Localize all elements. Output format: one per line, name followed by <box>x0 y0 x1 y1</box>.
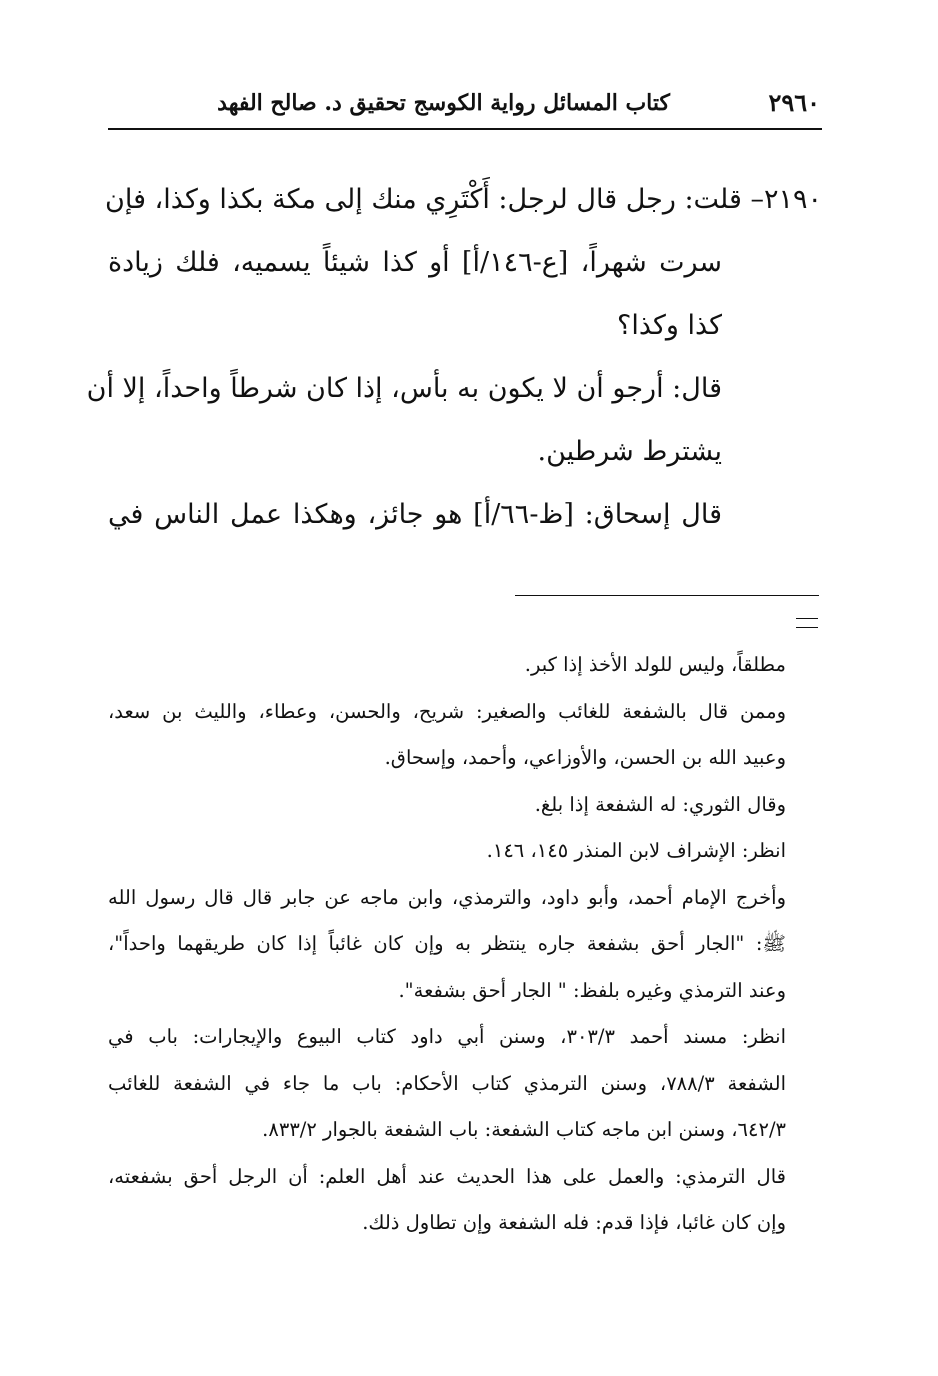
footnote-line: وعبيد الله بن الحسن، والأوزاعي، وأحمد، وإسحاق. <box>384 746 786 769</box>
main-line: يشترط شرطين. <box>537 436 722 467</box>
main-text <box>86 168 822 546</box>
footnote-continuation-mark <box>796 618 818 628</box>
footnote-line: انظر: الإشراف لابن المنذر ١٤٥، ١٤٦. <box>486 839 786 862</box>
footnotes <box>108 642 786 1247</box>
footnote-separator <box>515 595 819 596</box>
page-number: ٢٩٦٠ <box>768 88 820 117</box>
main-line: كذا وكذا؟ <box>616 310 722 341</box>
footnote-line: ٦٤٢/٣، وسنن ابن ماجه كتاب الشفعة: باب الشفعة بالجوار ٨٣٣/٢. <box>262 1118 786 1141</box>
footnote-line: وإن كان غائبا، فإذا قدم: فله الشفعة وإن تطاول ذلك. <box>362 1211 786 1234</box>
main-line: قال إسحاق: [ظ-٦٦/أ] هو جائز، وهكذا عمل الناس في <box>108 499 722 530</box>
main-line: سرت شهراً، [ع-١٤٦/أ] أو كذا شيئاً يسميه، فلك زيادة <box>108 247 723 278</box>
footnote-line: وعند الترمذي وغيره بلفظ: " الجار أحق بشفعة". <box>398 978 786 1002</box>
header-rule <box>108 128 822 130</box>
footnote-line: وممن قال بالشفعة للغائب والصغير: شريح، والحسن، وعطاء، والليث بن سعد، <box>108 699 786 723</box>
footnote-line: ﷺ: "الجار أحق بشفعة جاره ينتظر به وإن كان غائباً إذا كان طريقهما واحداً"، <box>108 932 786 955</box>
footnote-line: الشفعة ٧٨٨/٣، وسنن الترمذي كتاب الأحكام: باب ما جاء في الشفعة للغائب <box>108 1071 786 1095</box>
page-header <box>108 88 820 122</box>
main-line: ٢١٩٠– قلت: رجل قال لرجل: أَكْتَرِي منك إلى مكة بكذا وكذا، فإن <box>105 184 822 215</box>
footnote-line: وقال الثوري: له الشفعة إذا بلغ. <box>534 792 786 816</box>
footnote-line: قال الترمذي: والعمل على هذا الحديث عند أهل العلم: أن الرجل أحق بشفعته، <box>108 1164 786 1188</box>
main-line: قال: أرجو أن لا يكون به بأس، إذا كان شرطاً واحداً، إلا أن <box>86 373 722 404</box>
footnote-line: وأخرج الإمام أحمد، وأبو داود، والترمذي، وابن ماجه عن جابر قال قال رسول الله <box>108 885 786 909</box>
footnote-line: انظر: مسند أحمد ٣٠٣/٣، وسنن أبي داود كتاب البيوع والإيجارات: باب في <box>108 1025 786 1048</box>
running-title: كتاب المسائل رواية الكوسج تحقيق د. صالح الفهد <box>217 90 670 116</box>
footnote-line: مطلقاً، وليس للولد الأخذ إذا كبر. <box>524 653 786 676</box>
